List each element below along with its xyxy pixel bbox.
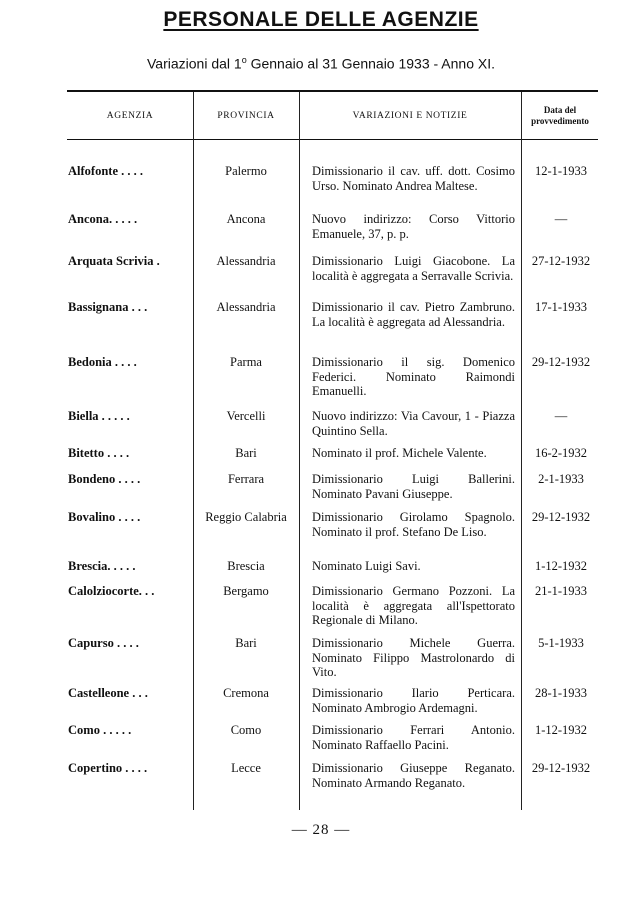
- cell-data: 5-1-1933: [538, 636, 584, 650]
- cell-provincia: Cremona: [223, 686, 269, 700]
- header-agenzia: AGENZIA: [106, 110, 154, 121]
- cell-data: —: [554, 409, 568, 423]
- table-header-rule: [67, 139, 598, 140]
- cell-agenzia: Brescia. . . . .: [68, 559, 136, 573]
- cell-variazioni: Dimissionario il cav. uff. dott. Cosimo Urso. Nominato Andrea Maltese.: [312, 164, 515, 193]
- cell-variazioni: Dimissionario Ilario Perticara. Nominato Ambrogio Ardemagni.: [312, 686, 515, 715]
- cell-provincia: Como: [230, 723, 262, 737]
- cell-variazioni: Dimissionario Ferrari Antonio. Nominato Raffaello Pacini.: [312, 723, 515, 752]
- cell-agenzia: Bovalino . . . .: [68, 510, 141, 524]
- cell-agenzia: Bitetto . . . .: [68, 446, 130, 460]
- page-number: — 28 —: [291, 822, 351, 838]
- cell-variazioni: Nuovo indirizzo: Via Cavour, 1 - Piazza Quintino Sella.: [312, 409, 515, 438]
- cell-data: 29-12-1932: [531, 761, 591, 775]
- page-subtitle: Variazioni dal 1$^o$ Gennaio al 31 Gennaio 1933 - Anno XI.: [147, 55, 495, 72]
- column-divider-3: [521, 92, 522, 810]
- cell-provincia: Ferrara: [227, 472, 265, 486]
- cell-data: 29-12-1932: [531, 510, 591, 524]
- cell-agenzia: Castelleone . . .: [68, 686, 148, 700]
- cell-provincia: Parma: [230, 355, 262, 369]
- cell-data: 29-12-1932: [531, 355, 591, 369]
- cell-data: —: [554, 212, 568, 226]
- cell-variazioni: Dimissionario Germano Pozzoni. La località è aggregata all'Ispettorato Regionale di Milano.: [312, 584, 515, 627]
- cell-provincia: Ancona: [226, 212, 266, 226]
- cell-variazioni: Dimissionario Luigi Giacobone. La località è aggregata a Serravalle Scrivia.: [312, 254, 515, 283]
- cell-agenzia: Calolziocorte. . .: [68, 584, 155, 598]
- cell-variazioni: Nominato Luigi Savi.: [312, 559, 421, 573]
- cell-data: 1-12-1932: [534, 723, 588, 737]
- header-data: [521, 92, 599, 139]
- cell-provincia: Palermo: [225, 164, 267, 178]
- cell-variazioni: Dimissionario Michele Guerra. Nominato Filippo Mastrolonardo di Vito.: [312, 636, 515, 679]
- cell-variazioni: Dimissionario il cav. Pietro Zambruno. La località è aggregata ad Alessandria.: [312, 300, 515, 329]
- cell-provincia: Brescia: [227, 559, 265, 573]
- cell-variazioni: Dimissionario Luigi Ballerini. Nominato Pavani Giuseppe.: [312, 472, 515, 501]
- cell-data: 27-12-1932: [531, 254, 591, 268]
- cell-agenzia: Copertino . . . .: [68, 761, 148, 775]
- cell-agenzia: Ancona. . . . .: [68, 212, 138, 226]
- cell-data: 17-1-1933: [534, 300, 588, 314]
- cell-agenzia: Bondeno . . . .: [68, 472, 141, 486]
- cell-agenzia: Arquata Scrivia .: [68, 254, 160, 268]
- cell-data: 28-1-1933: [534, 686, 588, 700]
- cell-provincia: Vercelli: [226, 409, 266, 423]
- header-variazioni: VARIAZIONI E NOTIZIE: [352, 110, 468, 121]
- cell-provincia: Bari: [235, 636, 257, 650]
- cell-provincia: Bari: [235, 446, 257, 460]
- cell-variazioni: Dimissionario Giuseppe Reganato. Nominato Armando Reganato.: [312, 761, 515, 790]
- cell-agenzia: Alfofonte . . . .: [68, 164, 143, 178]
- cell-data: 12-1-1933: [534, 164, 588, 178]
- header-provincia: PROVINCIA: [217, 110, 275, 121]
- page-title: PERSONALE DELLE AGENZIE: [163, 8, 479, 31]
- header-data-line1: Data del: [543, 104, 577, 115]
- header-data-line2: provvedimento: [531, 115, 589, 126]
- cell-provincia: Reggio Calabria: [205, 510, 287, 524]
- cell-agenzia: Capurso . . . .: [68, 636, 139, 650]
- column-divider-2: [299, 92, 300, 810]
- cell-provincia: Alessandria: [216, 300, 276, 314]
- cell-provincia: Bergamo: [223, 584, 269, 598]
- cell-agenzia: Bassignana . . .: [68, 300, 148, 314]
- cell-variazioni: Dimissionario il sig. Domenico Federici. Nominato Raimondi Emanuelli.: [312, 355, 515, 398]
- cell-agenzia: Biella . . . . .: [68, 409, 130, 423]
- cell-data: 21-1-1933: [534, 584, 588, 598]
- cell-variazioni: Dimissionario Girolamo Spagnolo. Nominato il prof. Stefano De Liso.: [312, 510, 515, 539]
- cell-data: 2-1-1933: [538, 472, 584, 486]
- cell-data: 1-12-1932: [534, 559, 588, 573]
- cell-provincia: Alessandria: [216, 254, 276, 268]
- cell-provincia: Lecce: [231, 761, 261, 775]
- cell-agenzia: Como . . . . .: [68, 723, 132, 737]
- cell-data: 16-2-1932: [534, 446, 588, 460]
- cell-variazioni: Nominato il prof. Michele Valente.: [312, 446, 487, 460]
- cell-agenzia: Bedonia . . . .: [68, 355, 137, 369]
- cell-variazioni: Nuovo indirizzo: Corso Vittorio Emanuele, 37, p. p.: [312, 212, 515, 241]
